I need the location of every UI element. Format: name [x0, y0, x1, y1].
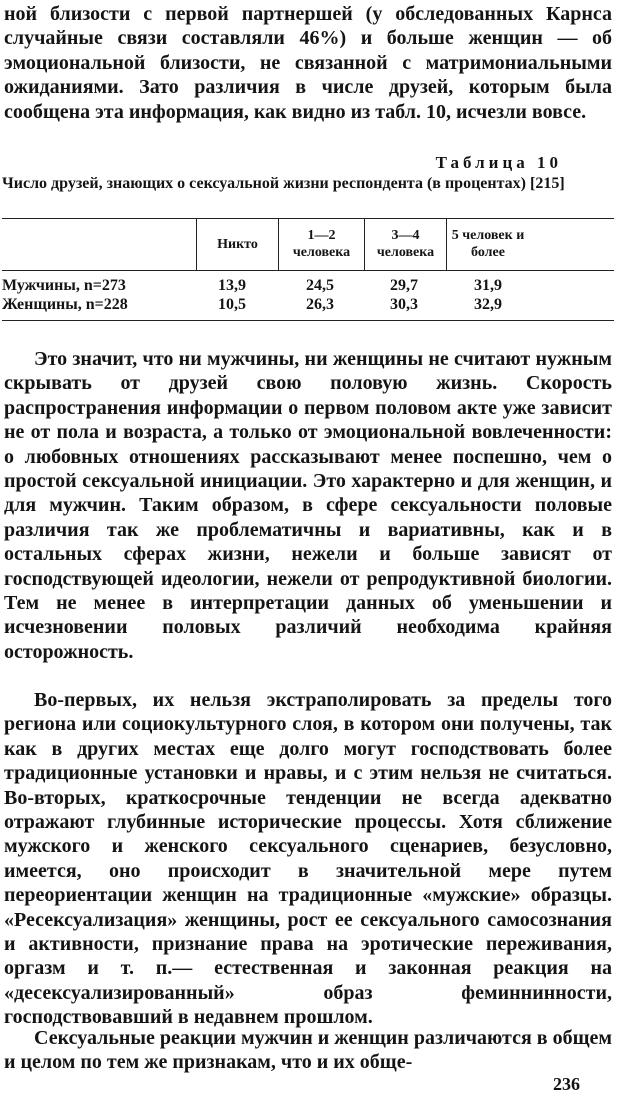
table-bottom-rule: [2, 320, 614, 321]
body-paragraph: Во-первых, их нельзя экстраполировать за пределы того региона или социокультурного слоя, в котором они получены, так как в других местах еще долго могут господствовать более традиционные установки и нравы, и с этим нельзя не считаться. Во-вторых, краткосрочные тенденции не всегда адекватно отражают глубинные исторические процессы. Хотя сближение мужского и женского сексуального сценариев, безусловно, имеется, оно происходит в значительной мере путем переориентации женщин на традиционные «мужские» образцы. «Ресексуализация» женщины, рост ее сексуального самосознания и активности, признание права на эротические переживания, оргазм и т. п.— естественная и законная реакция на «десексуализированный» образ феминнинности, господствовавший в недавнем прошлом.: [4, 689, 612, 1029]
row-label: Женщины, n=228: [2, 296, 128, 313]
column-header: 3—4 человека: [376, 228, 435, 260]
body-paragraph: Это значит, что ни мужчины, ни женщины не считают нужным скрывать от друзей свою половую жизнь. Скорость распространения информации о первом половом акте уже зависит не от пола и возраста, а только от эмоциональной вовлеченности: о любовных отношениях рассказывают менее поспешно, чем о простой сексуальной инициации. Это характерно и для женщин, и для мужчин. Таким образом, в сфере сексуальности половые различия так же проблематичны и вариативны, как и в остальных сферах жизни, нежели и больше зависят от господствующей идеологии, нежели от репродуктивной биологии. Тем не менее в интерпретации данных об уменьшении и исчезновении половых различий необходима крайняя осторожность.: [4, 348, 612, 663]
body-paragraph: Сексуальные реакции мужчин и женщин различаются в общем и целом по тем же признакам, что и их обще-: [4, 1027, 612, 1074]
page-number: 236: [553, 1074, 580, 1094]
table-cell: 32,9: [474, 296, 502, 313]
table-cell: 24,5: [306, 277, 334, 294]
table-cell: 13,9: [218, 277, 246, 294]
table-cell: 26,3: [306, 296, 334, 313]
table-header-rule: [2, 270, 614, 271]
column-header: 5 человек и более: [451, 228, 525, 260]
column-header: Никто: [217, 236, 258, 252]
table-cell: 29,7: [390, 277, 418, 294]
table-cell: 31,9: [474, 277, 502, 294]
column-header: 1—2 человека: [292, 228, 351, 260]
table-cell: 30,3: [390, 296, 418, 313]
table-caption: Число друзей, знающих о сексуальной жизни респондента (в процентах) [215]: [2, 175, 565, 192]
row-label: Мужчины, n=273: [2, 277, 126, 294]
intro-paragraph: ной близости с первой партнершей (у обследованных Карнса случайные связи составляли 46%) и больше женщин — об эмоциональной близости, не связанной с матримониальными ожиданиями. Зато различия в числе друзей, которым была сообщена эта информация, как видно из табл. 10, исчезли вовсе.: [4, 3, 612, 123]
table-cell: 10,5: [218, 296, 246, 313]
table-label: Таблица 10: [435, 153, 562, 172]
